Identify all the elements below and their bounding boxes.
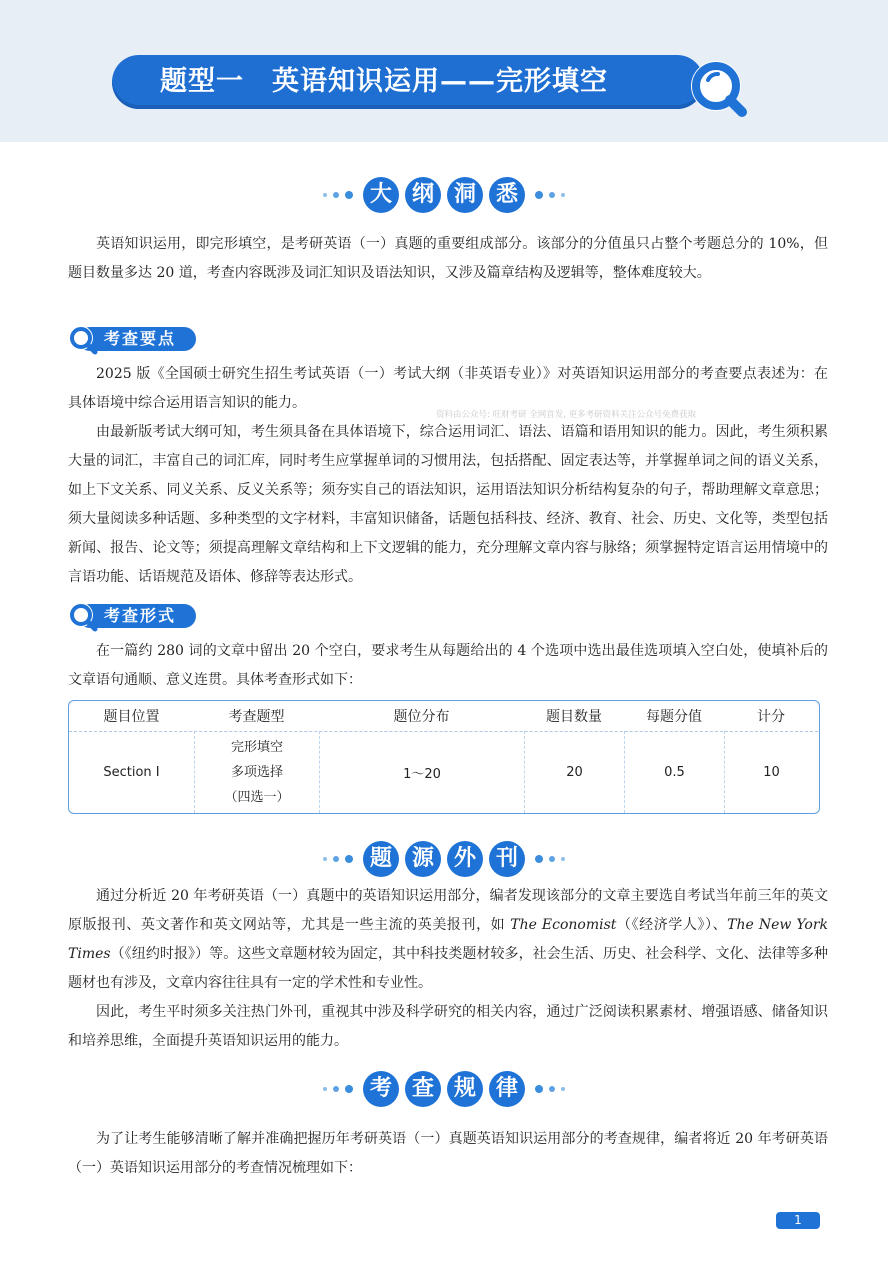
section-char: 外 (447, 841, 483, 877)
type-line: （四选一） (224, 789, 290, 805)
section-char: 大 (363, 177, 399, 213)
section-char: 律 (489, 1071, 525, 1107)
left-dots (323, 855, 353, 863)
format-paragraph: 在一篇约 280 词的文章中留出 20 个空白，要求考生从每题给出的 4 个选项中选出最佳选项填入空白处，使填补后的文章语句通顺、意义连贯。具体考查形式如下： (68, 643, 828, 688)
right-dots (535, 191, 565, 199)
page-title: 题型一 英语知识运用——完形填空 (160, 66, 608, 97)
table-cell-score-each: 0.5 (624, 731, 724, 813)
table-cell-distribution: 1～20 (319, 731, 524, 813)
section-char: 源 (405, 841, 441, 877)
table-header-cell: 题位分布 (393, 709, 450, 725)
source-paragraph-1: 通过分析近 20 年考研英语（一）真题中的英语知识运用部分，编者发现该部分的文章主要选自考试当年前三年的英文原版报刊、英文著作和英文网站等，尤其是一些主流的英美报刊，如 The Economist（《经济学人》）、The New York Times（《纽约时报》）等。这些文章题材较为固定，其中科技类题材较多，社会生活、历史、社会科学、文化、法律等多种题材也有涉及，文章内容往往具有一定的学术性和专业性。 (68, 888, 829, 991)
source-paragraph-2: 因此，考生平时须多关注热门外刊，重视其中涉及科学研究的相关内容，通过广泛阅读积累素材、增强语感、储备知识和培养思维，全面提升英语知识运用的能力。 (68, 1004, 828, 1049)
section-title-source (0, 837, 888, 881)
table-cell-total: 10 (724, 731, 818, 813)
section-char: 规 (447, 1071, 483, 1107)
table-cell-count: 20 (524, 731, 624, 813)
table-header-cell: 每题分值 (646, 709, 702, 725)
section-char: 查 (405, 1071, 441, 1107)
section-char: 悉 (489, 177, 525, 213)
table-cell-position: Section Ⅰ (103, 764, 160, 780)
pattern-paragraph: 为了让考生能够清晰了解并准确把握历年考研英语（一）真题英语知识运用部分的考查规律，编者将近 20 年考研英语（一）英语知识运用部分的考查情况梳理如下： (68, 1131, 828, 1176)
key-points-tag (68, 326, 196, 352)
title-banner (112, 55, 704, 109)
key-points-paragraph-1: 2025 版《全国硕士研究生招生考试英语（一）考试大纲（非英语专业）》对英语知识运用部分的考查要点表述为：在具体语境中综合运用语言知识的能力。 (68, 366, 828, 411)
page-number: 1 (776, 1212, 820, 1229)
type-line: 多项选择 (230, 764, 283, 780)
magnifier-icon (686, 56, 750, 120)
section-char: 纲 (405, 177, 441, 213)
section-char: 洞 (447, 177, 483, 213)
table-header-cell: 题目位置 (103, 709, 160, 725)
table-row (69, 731, 818, 813)
left-dots (323, 1085, 353, 1093)
table-header-cell: 考查题型 (228, 709, 285, 725)
format-tag (68, 603, 196, 629)
left-dots (323, 191, 353, 199)
table-header-row (69, 701, 818, 732)
right-dots (535, 855, 565, 863)
publication-name: The New York Times (68, 917, 829, 962)
section-char: 考 (363, 1071, 399, 1107)
key-points-label: 考查要点 (104, 329, 177, 348)
section-char: 题 (363, 841, 399, 877)
magnifier-icon (68, 325, 98, 355)
section-char: 刊 (489, 841, 525, 877)
section-title-pattern (0, 1067, 888, 1111)
outline-paragraph: 英语知识运用，即完形填空，是考研英语（一）真题的重要组成部分。该部分的分值虽只占整个考题总分的 10%，但题目数量多达 20 道，考查内容既涉及词汇知识及语法知识，又涉及篇章结构及逻辑等，整体难度较大。 (68, 236, 828, 281)
format-label: 考查形式 (104, 606, 177, 625)
section-title-outline (0, 173, 888, 217)
table-cell-type (194, 731, 319, 813)
watermark: 资料由公众号: 旺财考研 全网首发, 更多考研资料关注公众号免费获取 (436, 410, 697, 420)
type-line: 完形填空 (230, 739, 283, 755)
publication-name: The Economist (510, 917, 617, 933)
table-header-cell: 计分 (757, 709, 785, 725)
format-table (68, 700, 820, 814)
table-header-cell: 题目数量 (546, 709, 602, 725)
magnifier-icon (68, 602, 98, 632)
key-points-paragraph-2: 由最新版考试大纲可知，考生须具备在具体语境下，综合运用词汇、语法、语篇和语用知识的能力。因此，考生须积累大量的词汇，丰富自己的词汇库，同时考生应掌握单词的习惯用法，包括搭配、固定表达等，并掌握单词之间的语义关系，如上下文关系、同义关系、反义关系等；须夯实自己的语法知识，运用语法知识分析结构复杂的句子，帮助理解文章意思；须大量阅读多种话题、多种类型的文字材料，丰富知识储备，话题包括科技、经济、教育、社会、历史、文化等，类型包括新闻、报告、论文等；须提高理解文章结构和上下文逻辑的能力，充分理解文章内容与脉络；须掌握特定语言运用情境中的言语功能、话语规范及语体、修辞等表达形式。 (68, 424, 828, 585)
right-dots (535, 1085, 565, 1093)
